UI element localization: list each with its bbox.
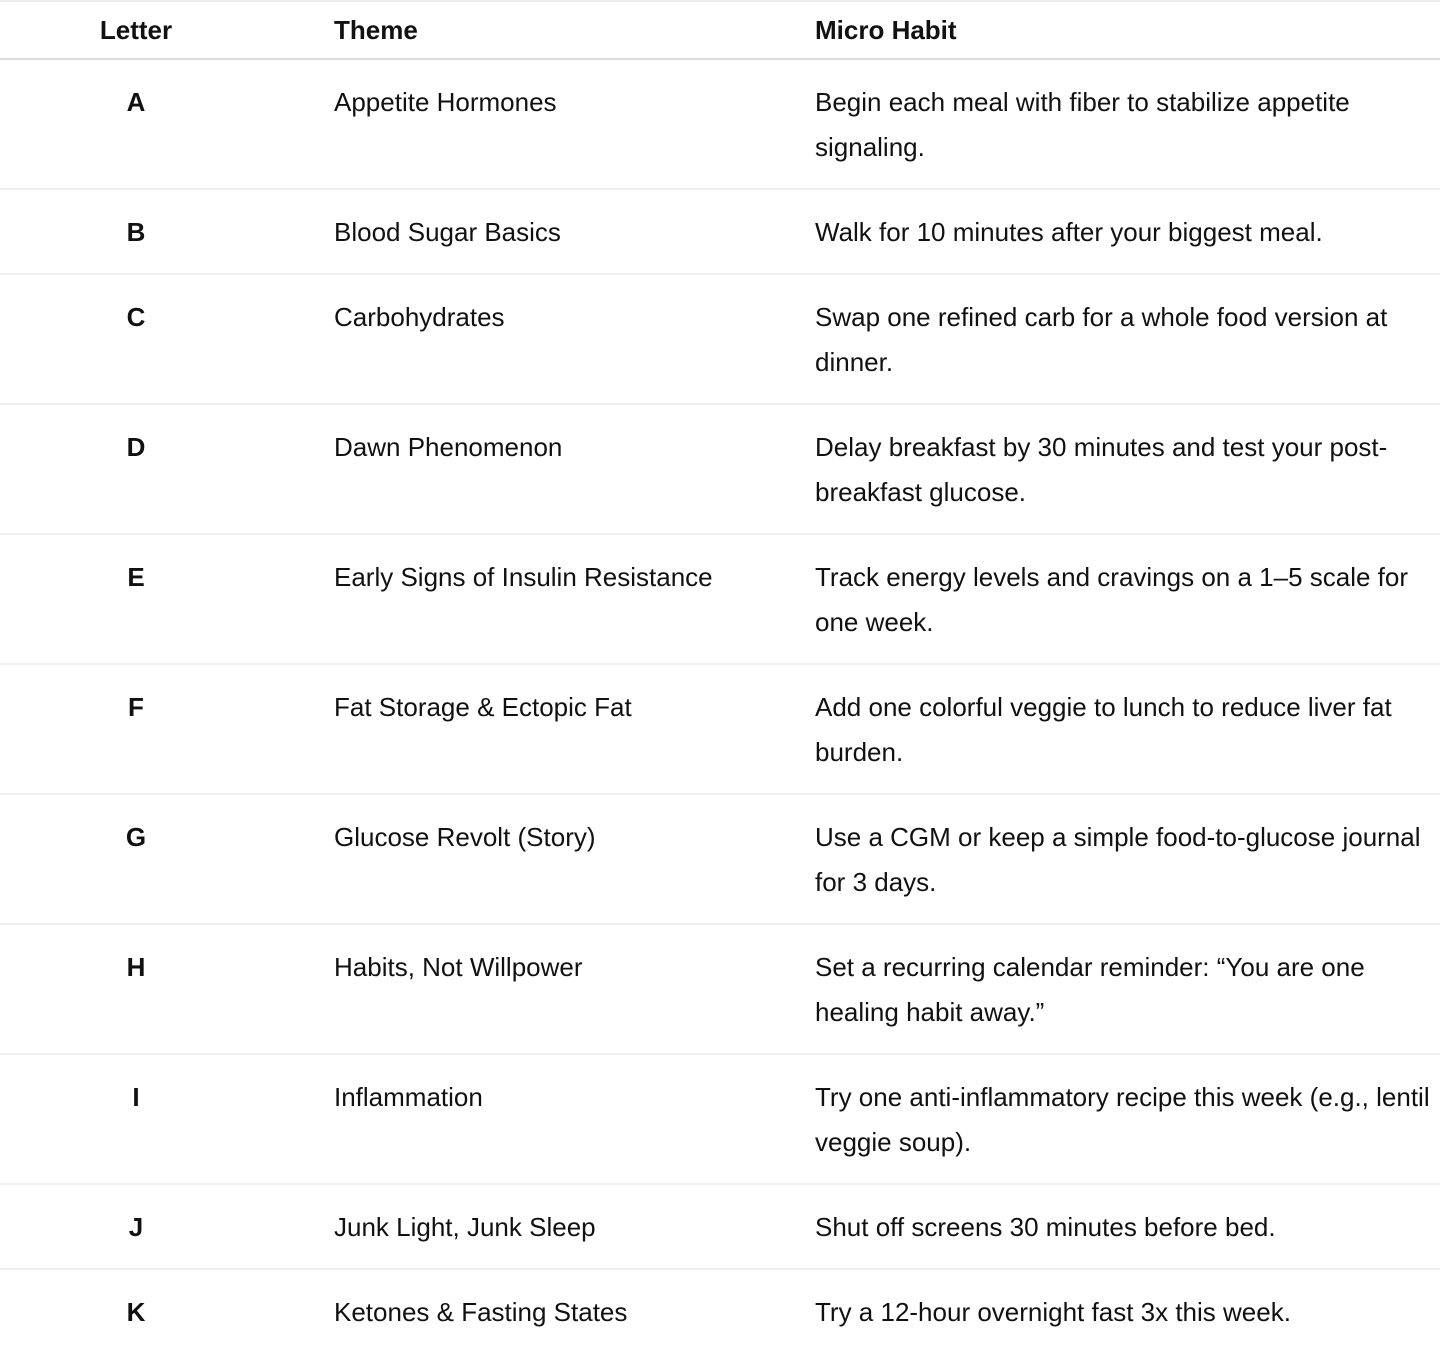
- row-micro-habit: Walk for 10 minutes after your biggest meal.: [815, 217, 1323, 247]
- header-row: [0, 1, 1440, 59]
- row-theme: Junk Light, Junk Sleep: [334, 1212, 596, 1242]
- row-theme: Glucose Revolt (Story): [334, 822, 596, 852]
- table-row: [0, 1054, 1440, 1184]
- row-micro-habit: Delay breakfast by 30 minutes and test your post-breakfast glucose.: [815, 432, 1388, 507]
- row-letter: J: [128, 1212, 144, 1242]
- table-row: [0, 924, 1440, 1054]
- table-row: [0, 189, 1440, 274]
- row-micro-habit: Use a CGM or keep a simple food-to-glucose journal for 3 days.: [815, 822, 1421, 897]
- row-theme: Carbohydrates: [334, 302, 505, 332]
- row-micro-habit: Begin each meal with fiber to stabilize appetite signaling.: [815, 87, 1350, 162]
- row-theme: Inflammation: [334, 1082, 483, 1112]
- table-row: [0, 1184, 1440, 1269]
- row-theme: Blood Sugar Basics: [334, 217, 561, 247]
- table-row: [0, 59, 1440, 189]
- row-letter: C: [126, 302, 146, 332]
- row-letter: F: [128, 692, 144, 722]
- row-theme: Ketones & Fasting States: [334, 1297, 628, 1327]
- row-letter: A: [126, 87, 146, 117]
- row-theme: Early Signs of Insulin Resistance: [334, 562, 713, 592]
- table-row: [0, 1269, 1440, 1353]
- table-header: [0, 1, 1440, 59]
- row-micro-habit: Shut off screens 30 minutes before bed.: [815, 1212, 1276, 1242]
- row-theme: Fat Storage & Ectopic Fat: [334, 692, 632, 722]
- row-letter: H: [126, 952, 146, 982]
- row-micro-habit: Add one colorful veggie to lunch to reduce liver fat burden.: [815, 692, 1392, 767]
- table-row: [0, 274, 1440, 404]
- table-row: [0, 404, 1440, 534]
- table-body: [0, 59, 1440, 1353]
- header-micro-habit: Micro Habit: [815, 14, 957, 45]
- row-theme: Dawn Phenomenon: [334, 432, 563, 462]
- row-letter: B: [126, 217, 146, 247]
- row-theme: Habits, Not Willpower: [334, 952, 583, 982]
- table-row: [0, 794, 1440, 924]
- table-row: [0, 534, 1440, 664]
- row-letter: E: [127, 562, 145, 592]
- row-micro-habit: Try a 12-hour overnight fast 3x this week.: [815, 1297, 1291, 1327]
- table-row: [0, 664, 1440, 794]
- header-theme: Theme: [334, 14, 418, 45]
- header-letter: Letter: [99, 14, 173, 45]
- row-letter: K: [126, 1297, 146, 1327]
- row-theme: Appetite Hormones: [334, 87, 557, 117]
- row-letter: D: [126, 432, 146, 462]
- row-micro-habit: Try one anti-inflammatory recipe this week (e.g., lentil veggie soup).: [815, 1082, 1430, 1157]
- row-micro-habit: Set a recurring calendar reminder: “You are one healing habit away.”: [815, 952, 1365, 1027]
- row-micro-habit: Swap one refined carb for a whole food version at dinner.: [815, 302, 1388, 377]
- row-micro-habit: Track energy levels and cravings on a 1–5 scale for one week.: [815, 562, 1409, 637]
- row-letter: I: [132, 1082, 140, 1112]
- row-letter: G: [125, 822, 147, 852]
